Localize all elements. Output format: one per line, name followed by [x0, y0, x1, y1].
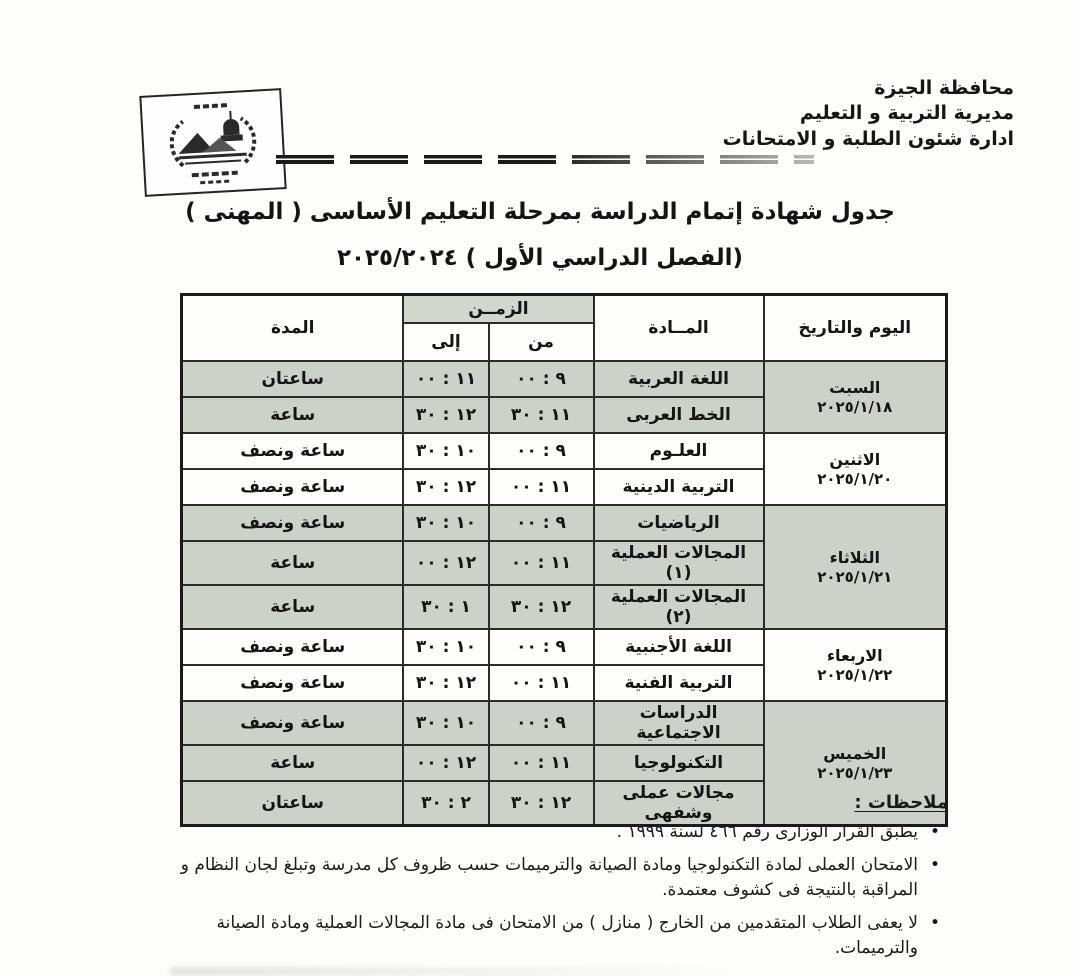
- time-to-cell: [403, 433, 488, 469]
- time-from-cell: [489, 397, 594, 433]
- time-from-cell: [489, 433, 594, 469]
- duration-cell: ساعة: [181, 585, 403, 629]
- time-to-cell: [403, 505, 488, 541]
- header-time-from: من: [489, 323, 594, 361]
- title-line-2: (الفصل الدراسي الأول ) ٢٠٢٥/٢٠٢٤: [336, 244, 744, 271]
- letterhead: [723, 76, 1014, 152]
- time-from-cell: [489, 541, 594, 585]
- time-to-value: ١٠ : ٣٠: [415, 513, 477, 533]
- subject-cell: الدراسات الاجتماعية: [594, 701, 764, 745]
- subject-cell: الخط العربى: [594, 397, 764, 433]
- exam-schedule-table: [180, 293, 948, 827]
- duration-cell: ساعة ونصف: [181, 469, 403, 505]
- time-to-value: ١٢ : ٣٠: [415, 405, 477, 425]
- duration-cell: ساعتان: [181, 361, 403, 397]
- time-from-cell: [489, 701, 594, 745]
- time-from-cell: [489, 585, 594, 629]
- time-to-value: ٢ : ٣٠: [421, 793, 471, 813]
- subject-cell: المجالات العملية (١): [594, 541, 764, 585]
- day-name: السبت: [829, 377, 881, 397]
- duration-cell: ساعة ونصف: [181, 665, 403, 701]
- duration-cell: ساعة ونصف: [181, 505, 403, 541]
- time-to-value: ١ : ٣٠: [421, 597, 471, 617]
- time-to-cell: [403, 469, 488, 505]
- time-from-value: ٩ : ٠٠: [516, 713, 566, 733]
- time-to-cell: [403, 541, 488, 585]
- note-text: الامتحان العملى لمادة التكنولوجيا ومادة الصيانة والترميمات حسب ظروف كل مدرسة وتبلغ لجان النظام و المراقبة بالنتيجة فى كشوف معتمدة.: [180, 854, 918, 900]
- time-from-value: ١١ : ٣٠: [510, 405, 572, 425]
- note-text: لا يعفى الطلاب المتقدمين من الخارج ( منازل ) من الامتحان فى مادة المجالات العملية ومادة الصيانة والترميمات.: [216, 912, 918, 958]
- time-to-cell: [403, 745, 488, 781]
- subject-cell: مجالات عملى وشفهى: [594, 781, 764, 826]
- bullet-icon: •: [929, 822, 940, 842]
- time-from-value: ٩ : ٠٠: [516, 637, 566, 657]
- title-line-1: جدول شهادة إتمام الدراسة بمرحلة التعليم الأساسى ( المهنى ): [185, 199, 895, 225]
- note-item: [148, 911, 948, 962]
- bullet-icon: •: [929, 912, 940, 933]
- day-name: الثلاثاء: [829, 547, 880, 567]
- time-from-cell: [489, 665, 594, 701]
- day-name: الخميس: [823, 743, 887, 763]
- org-line-department: ادارة شئون الطلبة و الامتحانات: [722, 127, 1014, 150]
- subject-cell: التكنولوجيا: [594, 745, 764, 781]
- table-row: [181, 505, 946, 541]
- notes-section: [148, 792, 948, 969]
- table-row: [181, 361, 946, 397]
- time-to-value: ١٠ : ٣٠: [415, 713, 477, 733]
- time-from-cell: [489, 505, 594, 541]
- notes-list: [148, 820, 948, 962]
- dashed-separator: [276, 155, 814, 164]
- time-to-cell: [403, 701, 488, 745]
- time-to-cell: [403, 629, 488, 665]
- duration-cell: ساعة: [181, 745, 403, 781]
- header-day-date: اليوم والتاريخ: [764, 295, 947, 362]
- subject-cell: التربية الفنية: [594, 665, 764, 701]
- subject-cell: العلـوم: [594, 433, 764, 469]
- time-to-value: ١١ : ٠٠: [415, 369, 477, 389]
- time-to-value: ١٢ : ٠٠: [415, 553, 477, 573]
- duration-cell: ساعة: [181, 541, 403, 585]
- day-cell-monday: [764, 433, 947, 505]
- note-item: [148, 853, 948, 904]
- duration-cell: ساعة ونصف: [181, 629, 403, 665]
- subject-cell: اللغة الأجنبية: [594, 629, 764, 665]
- time-to-value: ١٢ : ٠٠: [415, 753, 477, 773]
- duration-cell: ساعة ونصف: [181, 433, 403, 469]
- time-to-value: ١٢ : ٣٠: [415, 673, 477, 693]
- stamp-emblem-icon: [141, 90, 284, 195]
- day-cell-tuesday: [764, 505, 947, 629]
- subject-cell: التربية الدينية: [594, 469, 764, 505]
- notes-heading: ملاحظات :: [854, 792, 948, 813]
- time-from-value: ٩ : ٠٠: [516, 513, 566, 533]
- time-from-value: ١١ : ٠٠: [510, 673, 572, 693]
- day-date: ٢٠٢٥/١/٢٢: [817, 665, 893, 684]
- time-to-cell: [403, 361, 488, 397]
- time-from-value: ٩ : ٠٠: [516, 369, 566, 389]
- day-date: ٢٠٢٥/١/١٨: [817, 397, 893, 416]
- time-from-value: ١١ : ٠٠: [510, 753, 572, 773]
- header-subject: المــادة: [594, 295, 764, 362]
- day-date: ٢٠٢٥/١/٢٣: [817, 763, 893, 782]
- day-name: الاثنين: [829, 449, 881, 469]
- time-to-cell: [403, 397, 488, 433]
- header-time-to: إلى: [403, 323, 488, 361]
- day-cell-wednesday: [764, 629, 947, 701]
- day-date: ٢٠٢٥/١/٢٠: [817, 469, 893, 488]
- day-cell-saturday: [764, 361, 947, 433]
- time-to-value: ١٢ : ٣٠: [415, 477, 477, 497]
- time-from-value: ١١ : ٠٠: [510, 553, 572, 573]
- table-row: [181, 701, 946, 745]
- subject-cell: المجالات العملية (٢): [594, 585, 764, 629]
- table-row: [181, 433, 946, 469]
- org-line-governorate: محافظة الجيزة: [874, 77, 1014, 99]
- time-to-value: ١٠ : ٣٠: [415, 441, 477, 461]
- official-stamp: [139, 88, 286, 197]
- time-to-cell: [403, 665, 488, 701]
- time-from-value: ٩ : ٠٠: [516, 441, 566, 461]
- time-from-value: ١٢ : ٣٠: [510, 597, 572, 617]
- time-to-cell: [403, 585, 488, 629]
- note-item: [148, 820, 948, 846]
- time-from-value: ١١ : ٠٠: [510, 477, 572, 497]
- day-name: الاربعاء: [826, 645, 883, 665]
- bullet-icon: •: [929, 854, 940, 875]
- table-row: [181, 629, 946, 665]
- time-from-cell: [489, 745, 594, 781]
- header-duration: المدة: [181, 295, 403, 362]
- header-time: الزمــن: [403, 295, 593, 324]
- subject-cell: الرياضيات: [594, 505, 764, 541]
- duration-cell: ساعة: [181, 397, 403, 433]
- subject-cell: اللغة العربية: [594, 361, 764, 397]
- org-line-directorate: مديرية التربية و التعليم: [799, 102, 1014, 125]
- document-title: [0, 199, 1080, 271]
- time-from-cell: [489, 629, 594, 665]
- duration-cell: ساعة ونصف: [181, 701, 403, 745]
- time-from-value: ١٢ : ٣٠: [510, 793, 572, 813]
- day-date: ٢٠٢٥/١/٢١: [817, 567, 893, 586]
- scan-artifact: [170, 967, 730, 976]
- time-from-cell: [489, 361, 594, 397]
- duration-cell: ساعتان: [181, 781, 403, 826]
- time-to-value: ١٠ : ٣٠: [415, 637, 477, 657]
- note-text: يطبق القرار الوزارى رقم ٤٦٦ لسنة ١٩٩٩ .: [616, 822, 918, 842]
- time-from-cell: [489, 469, 594, 505]
